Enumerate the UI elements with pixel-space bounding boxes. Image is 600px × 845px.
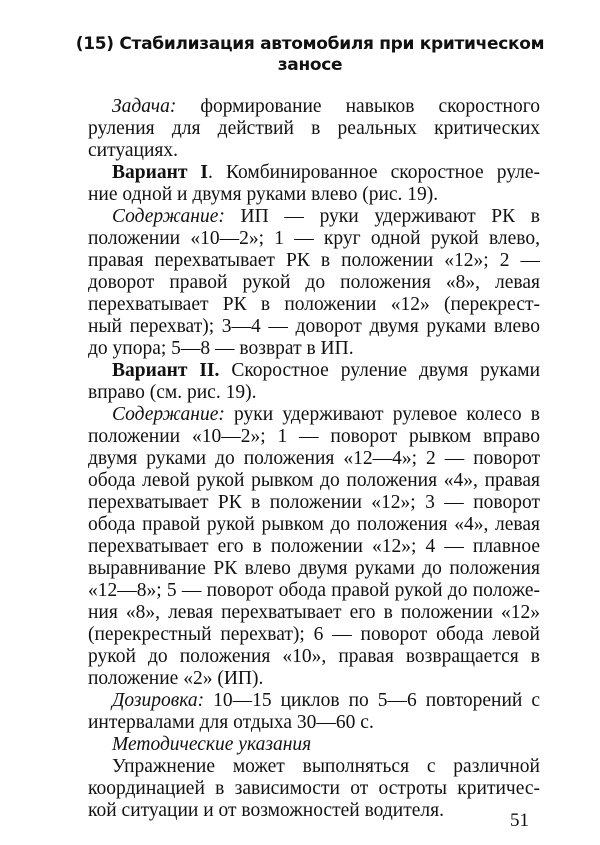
variant-1-label: Вариант I [112, 162, 209, 183]
text-line: ный перехват); 3—4 — доворот двумя руками влево [88, 316, 540, 337]
text-line: положении «10—2»; 1 — круг одной рукой влево, [88, 228, 540, 249]
page-number: 51 [510, 810, 529, 831]
text-line: 10—15 циклов по 5—6 повторений с [204, 690, 540, 711]
text-line: ние одной и двумя руками влево (рис. 19). [88, 184, 439, 205]
section-title: (15) Стабилизация автомобиля при критическом [75, 34, 545, 54]
text-line: обода левой рукой рывком до положения «4», правая [88, 470, 540, 491]
content-label: Содержание: [112, 404, 225, 425]
text-line: руки удерживают рулевое колесо в [234, 404, 541, 425]
text-line: интервалами для отдыха 30—60 с. [88, 712, 374, 733]
text-line: кой ситуации и от возможностей водителя. [88, 800, 444, 821]
text-line: координацией в зависимости от остроты критичес- [88, 778, 540, 799]
text-line: двумя руками до положения «12—4»; 2 — поворот [88, 448, 540, 469]
text-line: ния «8», левая перехватывает его в положении «12» [88, 602, 540, 623]
text-line: ситуациях. [88, 140, 178, 161]
section-title-cont: заносе [277, 55, 343, 75]
text-line: ИП — руки удерживают РК в [240, 206, 541, 227]
text-line: правая перехватывает РК в положении «12»; 2 — [88, 250, 540, 271]
text-line: (перекрестный перехват); 6 — поворот обода левой [88, 624, 540, 645]
text-line: перехватывает РК в положении «12»; 3 — поворот [88, 492, 540, 513]
text-line: «12—8»; 5 — поворот обода правой рукой до положе- [88, 580, 540, 601]
text-line: положение «2» (ИП). [88, 668, 264, 689]
text-line: до упора; 5—8 — возврат в ИП. [88, 338, 354, 359]
content-label: Содержание: [112, 206, 225, 227]
variant-2-label: Вариант II. [112, 360, 220, 381]
text-line: руления для действий в реальных критических [88, 118, 540, 139]
dosage-label: Дозировка: [112, 690, 205, 711]
text-line: перехватывает РК в положении «12» (перекрест- [88, 294, 540, 315]
text-line: положении «10—2»; 1 — поворот рывком вправо [88, 426, 540, 447]
text-line: доворот правой рукой до положения «8», левая [88, 272, 540, 293]
text-line: . Комбинированное скоростное руле- [208, 162, 540, 183]
text-line: перехватывает его в положении «12»; 4 — плавное [88, 536, 540, 557]
guidelines-heading: Методические указания [112, 734, 312, 755]
text-line: вправо (см. рис. 19). [88, 382, 257, 403]
text-line: рукой до положения «10», правая возвращается в [88, 646, 540, 667]
text-line: выравнивание РК влево двумя руками до положения [88, 558, 540, 579]
text-line: Упражнение может выполняться с различной [112, 756, 540, 777]
task-label: Задача: [112, 96, 177, 117]
text-line: обода правой рукой рывком до положения «4», левая [88, 514, 540, 535]
text-line: формирование навыков скоростного [200, 96, 540, 117]
text-line: Скоростное руление двумя руками [219, 360, 540, 381]
